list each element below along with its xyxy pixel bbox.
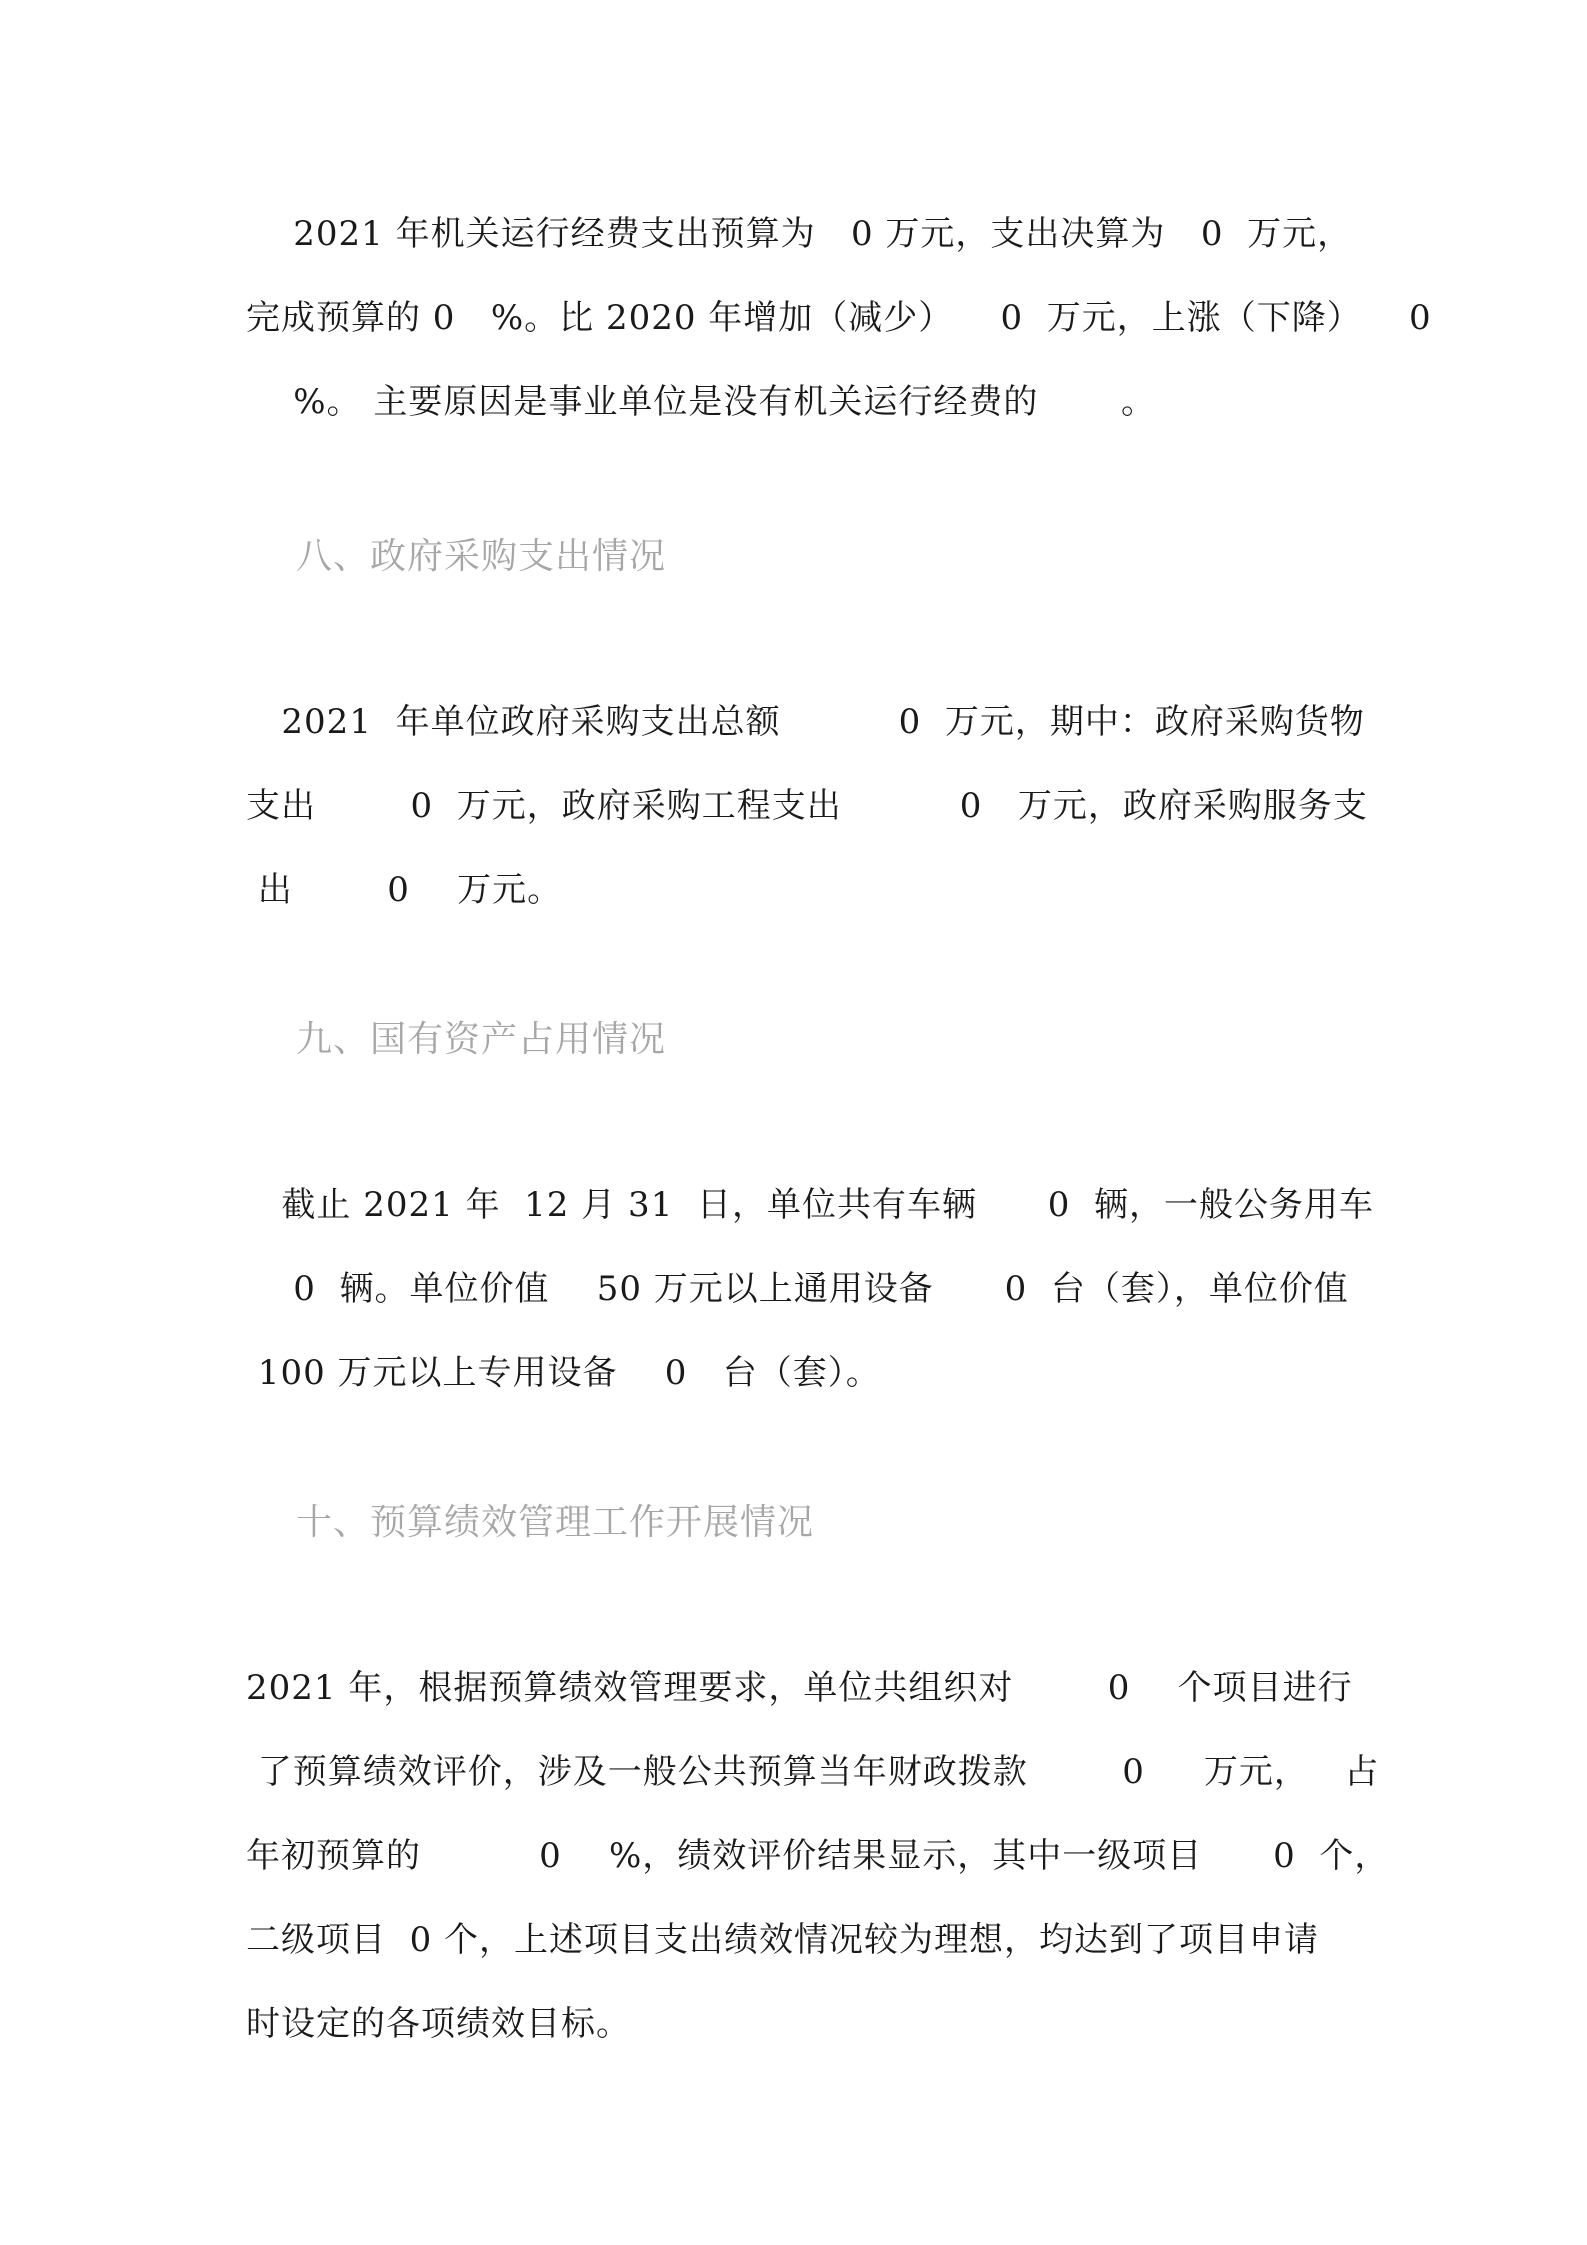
- text-line: 出 0 万元。: [246, 870, 563, 910]
- text-line: 完成预算的 0 %。比 2020 年增加（减少） 0 万元，上涨（下降） 0: [246, 298, 1432, 338]
- text-line: 2021 年机关运行经费支出预算为 0 万元，支出决算为 0 万元，: [246, 214, 1353, 254]
- section-heading-procurement: 八、政府采购支出情况: [296, 536, 667, 577]
- text-line: 二级项目 0 个，上述项目支出绩效情况较为理想，均达到了项目申请: [246, 1920, 1320, 1960]
- section-heading-performance: 十、预算绩效管理工作开展情况: [296, 1502, 815, 1543]
- text-line: 0 辆。单位价值 50 万元以上通用设备 0 台（套），单位价值: [246, 1269, 1349, 1309]
- section-heading-state-assets: 九、国有资产占用情况: [296, 1019, 667, 1060]
- text-line: 了预算绩效评价，涉及一般公共预算当年财政拨款 0 万元， 占: [246, 1752, 1380, 1792]
- text-line: 2021 年单位政府采购支出总额 0 万元，期中：政府采购货物: [246, 702, 1365, 742]
- text-line: 支出 0 万元，政府采购工程支出 0 万元，政府采购服务支: [246, 786, 1368, 826]
- text-line: %。 主要原因是事业单位是没有机关运行经费的 。: [246, 382, 1156, 422]
- text-line: 2021 年，根据预算绩效管理要求，单位共组织对 0 个项目进行: [246, 1668, 1353, 1708]
- text-line: 截止 2021 年 12 月 31 日，单位共有车辆 0 辆，一般公务用车: [246, 1185, 1375, 1225]
- text-line: 年初预算的 0 %，绩效评价结果显示，其中一级项目 0 个，: [246, 1836, 1390, 1876]
- text-line: 时设定的各项绩效目标。: [246, 2004, 631, 2044]
- text-line: 100 万元以上专用设备 0 台（套）。: [246, 1353, 881, 1393]
